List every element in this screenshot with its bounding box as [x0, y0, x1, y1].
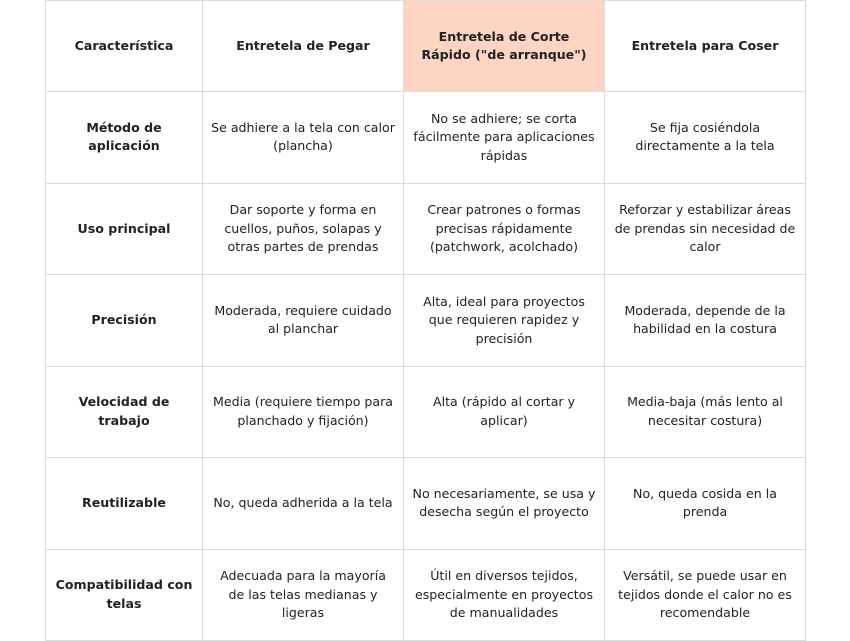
row-label: Precisión [46, 275, 203, 367]
header-entretela-coser: Entretela para Coser [605, 1, 806, 92]
row-label: Uso principal [46, 183, 203, 275]
table-row [46, 92, 806, 184]
table-cell: Reforzar y estabilizar áreas de prendas sin necesidad de calor [605, 183, 806, 275]
table-row [46, 275, 806, 367]
row-label: Velocidad de trabajo [46, 366, 203, 458]
table-cell: No necesariamente, se usa y desecha según el proyecto [404, 458, 605, 550]
table-row [46, 183, 806, 275]
header-entretela-corte-rapido: Entretela de Corte Rápido ("de arranque") [404, 1, 605, 92]
row-label: Compatibilidad con telas [46, 549, 203, 641]
table-cell: Dar soporte y forma en cuellos, puños, solapas y otras partes de prendas [203, 183, 404, 275]
table-cell: Alta, ideal para proyectos que requieren rapidez y precisión [404, 275, 605, 367]
header-row [46, 1, 806, 92]
table-cell: Útil en diversos tejidos, especialmente en proyectos de manualidades [404, 549, 605, 641]
table-row [46, 366, 806, 458]
table-cell: Alta (rápido al cortar y aplicar) [404, 366, 605, 458]
table-cell: Crear patrones o formas precisas rápidamente (patchwork, acolchado) [404, 183, 605, 275]
table-cell: Moderada, depende de la habilidad en la costura [605, 275, 806, 367]
table-cell: Moderada, requiere cuidado al planchar [203, 275, 404, 367]
table-cell: Se adhiere a la tela con calor (plancha) [203, 92, 404, 184]
table-cell: No, queda cosida en la prenda [605, 458, 806, 550]
header-entretela-pegar: Entretela de Pegar [203, 1, 404, 92]
header-caracteristica: Característica [46, 1, 203, 92]
table-cell: Adecuada para la mayoría de las telas medianas y ligeras [203, 549, 404, 641]
table-cell: No, queda adherida a la tela [203, 458, 404, 550]
row-label: Método de aplicación [46, 92, 203, 184]
table-row [46, 458, 806, 550]
table-cell: Media (requiere tiempo para planchado y fijación) [203, 366, 404, 458]
row-label: Reutilizable [46, 458, 203, 550]
table-cell: No se adhiere; se corta fácilmente para aplicaciones rápidas [404, 92, 605, 184]
comparison-table [45, 0, 806, 641]
table-cell: Media-baja (más lento al necesitar costura) [605, 366, 806, 458]
table-cell: Se fija cosiéndola directamente a la tela [605, 92, 806, 184]
table-row [46, 549, 806, 641]
table-cell: Versátil, se puede usar en tejidos donde el calor no es recomendable [605, 549, 806, 641]
